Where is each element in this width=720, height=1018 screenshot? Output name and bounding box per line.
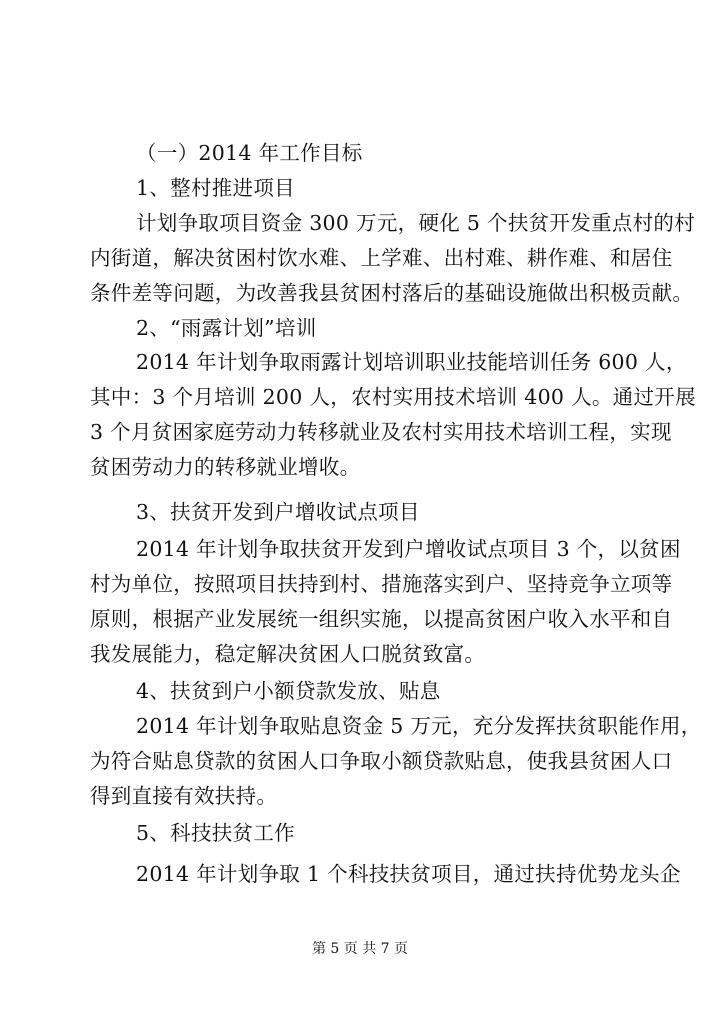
paragraph-line: 2014 年计划争取 1 个科技扶贫项目，通过扶持优势龙头企 <box>136 862 681 886</box>
paragraph-line: 2014 年计划争取扶贫开发到户增收试点项目 3 个，以贫困 <box>136 537 681 561</box>
paragraph-line: 2014 年计划争取贴息资金 5 万元，充分发挥扶贫职能作用， <box>136 714 702 738</box>
paragraph-line: 原则，根据产业发展统一组织实施，以提高贫困户收入水平和自 <box>90 607 673 631</box>
paragraph-line: 内街道，解决贫困村饮水难、上学难、出村难、耕作难、和居住 <box>90 246 673 270</box>
paragraph-line: 我发展能力，稳定解决贫困人口脱贫致富。 <box>90 642 486 666</box>
page-number-footer: 第 5 页 共 7 页 <box>311 941 409 957</box>
section-heading: （一）2014 年工作目标 <box>136 141 363 165</box>
paragraph-line: 其中：3 个月培训 200 人，农村实用技术培训 400 人。通过开展 <box>90 385 696 409</box>
paragraph-line: 得到直接有效扶持。 <box>90 784 278 808</box>
item-heading-2: 2、“雨露计划”培训 <box>136 316 317 340</box>
item-heading-4: 4、扶贫到户小额贷款发放、贴息 <box>136 679 441 703</box>
paragraph-line: 计划争取项目资金 300 万元，硬化 5 个扶贫开发重点村的村 <box>136 211 696 235</box>
paragraph-line: 贫困劳动力的转移就业增收。 <box>90 455 361 479</box>
paragraph-line: 村为单位，按照项目扶持到村、措施落实到户、坚持竞争立项等 <box>90 572 673 596</box>
paragraph-line: 为符合贴息贷款的贫困人口争取小额贷款贴息，使我县贫困人口 <box>90 749 673 773</box>
item-heading-5: 5、科技扶贫工作 <box>136 821 295 845</box>
item-heading-1: 1、整村推进项目 <box>136 176 295 200</box>
item-heading-3: 3、扶贫开发到户增收试点项目 <box>136 500 420 524</box>
paragraph-line: 条件差等问题，为改善我县贫困村落后的基础设施做出积极贡献。 <box>90 281 694 305</box>
paragraph-line: 2014 年计划争取雨露计划培训职业技能培训任务 600 人， <box>136 350 687 374</box>
paragraph-line: 3 个月贫困家庭劳动力转移就业及农村实用技术培训工程，实现 <box>90 420 672 444</box>
